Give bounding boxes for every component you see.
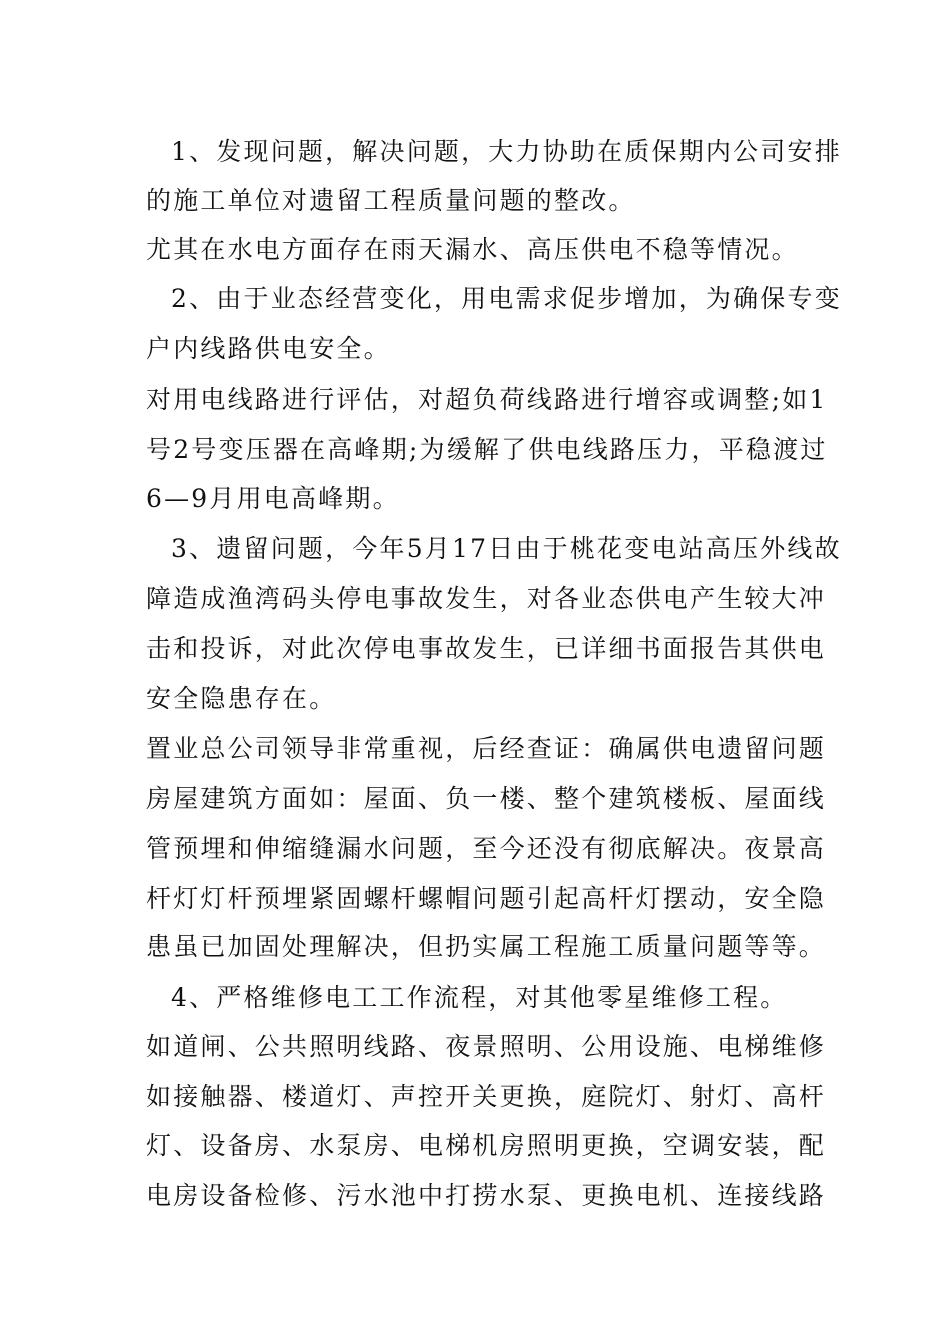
paragraph-8-line-1: 如道闸、公共照明线路、夜景照明、公用设施、电梯维修 xyxy=(146,1032,827,1061)
paragraph-1-line-1: 1、发现问题，解决问题，大力协助在质保期内公司安排 xyxy=(171,137,842,166)
paragraph-6-line-4: 杆灯灯杆预埋紧固螺杆螺帽问题引起高杆灯摆动，安全隐 xyxy=(146,884,827,913)
paragraph-4-line-1: 对用电线路进行评估，对超负荷线路进行增容或调整;如1 xyxy=(146,385,828,414)
paragraph-4-line-2: 号2号变压器在高峰期;为缓解了供电线路压力，平稳渡过 xyxy=(146,435,828,464)
paragraph-6-line-5: 患虽已加固处理解决，但扔实属工程施工质量问题等等。 xyxy=(146,932,827,961)
paragraph-6-line-2: 房屋建筑方面如：屋面、负一楼、整个建筑楼板、屋面线 xyxy=(146,784,827,813)
paragraph-8-line-2: 如接触器、楼道灯、声控开关更换，庭院灯、射灯、高杆 xyxy=(146,1082,827,1111)
paragraph-3-line-1: 2、由于业态经营变化，用电需求促步增加，为确保专变 xyxy=(171,284,842,313)
paragraph-6-line-3: 管预埋和伸缩缝漏水问题，至今还没有彻底解决。夜景高 xyxy=(146,834,827,863)
paragraph-1-line-2: 的施工单位对遗留工程质量问题的整改。 xyxy=(146,186,636,215)
paragraph-4-line-3: 6—9月用电高峰期。 xyxy=(146,484,400,513)
paragraph-7-line-1: 4、严格维修电工工作流程，对其他零星维修工程。 xyxy=(171,983,788,1012)
paragraph-5-line-1: 3、遗留问题，今年5月17日由于桃花变电站高压外线故 xyxy=(171,534,842,563)
paragraph-8-line-4: 电房设备检修、污水池中打捞水泵、更换电机、连接线路 xyxy=(146,1181,827,1210)
paragraph-5-line-3: 击和投诉，对此次停电事故发生，已详细书面报告其供电 xyxy=(146,634,827,663)
paragraph-3-line-2: 户内线路供电安全。 xyxy=(146,334,391,363)
paragraph-6-line-1: 置业总公司领导非常重视，后经查证：确属供电遗留问题 xyxy=(146,734,827,763)
paragraph-5-line-4: 安全隐患存在。 xyxy=(146,684,337,713)
paragraph-8-line-3: 灯、设备房、水泵房、电梯机房照明更换，空调安装，配 xyxy=(146,1131,827,1160)
paragraph-2-line-1: 尤其在水电方面存在雨天漏水、高压供电不稳等情况。 xyxy=(146,235,799,264)
paragraph-5-line-2: 障造成渔湾码头停电事故发生，对各业态供电产生较大冲 xyxy=(146,584,827,613)
